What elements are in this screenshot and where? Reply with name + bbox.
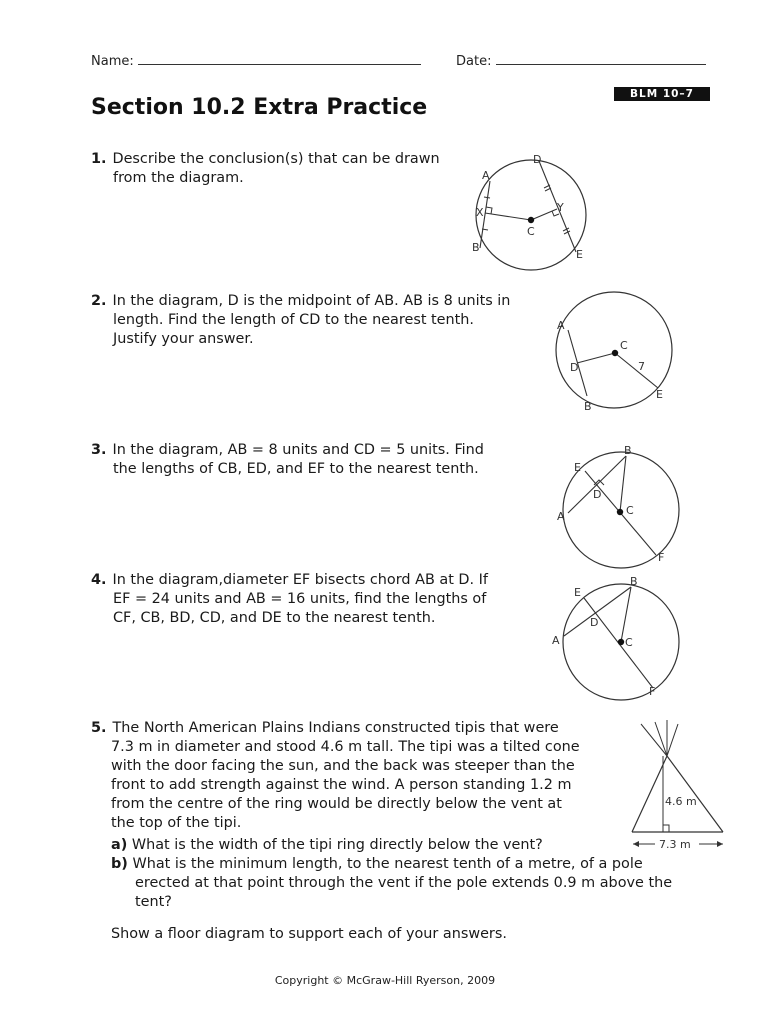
label-height: 4.6 m <box>665 795 697 808</box>
question-text: EF = 24 units and AB = 16 units, find the lengths of <box>113 591 487 607</box>
label-a: A <box>557 319 565 332</box>
label-d: D <box>590 616 599 629</box>
part-text: erected at that point through the vent if the pole extends 0.9 m above the <box>135 875 673 891</box>
question-2 <box>91 292 510 349</box>
question-3 <box>91 441 484 479</box>
question-text: In the diagram, D is the midpoint of AB. AB is 8 units in <box>112 293 511 309</box>
label-c: C <box>620 339 628 352</box>
tick-mark <box>484 197 490 198</box>
part-b <box>111 855 643 874</box>
center-point <box>617 509 623 515</box>
pole <box>641 724 667 756</box>
question-text: with the door facing the sun, and the back was steeper than the <box>111 758 575 774</box>
arrowhead <box>633 841 639 847</box>
label-d: D <box>533 153 542 166</box>
blm-badge: BLM 10–7 <box>614 87 710 101</box>
question-number: 2. <box>91 293 107 309</box>
label-e: E <box>574 586 581 599</box>
copyright-footer: Copyright © McGraw-Hill Ryerson, 2009 <box>274 974 496 987</box>
part-text: What is the minimum length, to the nearest tenth of a metre, of a pole <box>132 856 643 872</box>
date-label: Date: <box>456 54 492 69</box>
center-point <box>612 350 618 356</box>
question-number: 5. <box>91 720 107 736</box>
label-d: D <box>593 488 602 501</box>
label-c: C <box>527 225 535 238</box>
question-number: 1. <box>91 151 107 167</box>
diagram-q1 <box>455 145 605 290</box>
part-label: b) <box>111 856 128 872</box>
label-a: A <box>482 169 490 182</box>
right-angle <box>663 825 669 832</box>
question-text: length. Find the length of CD to the nearest tenth. <box>113 312 474 328</box>
label-a: A <box>552 634 560 647</box>
question-text: 7.3 m in diameter and stood 4.6 m tall. The tipi was a tilted cone <box>111 739 580 755</box>
part-label: a) <box>111 837 128 853</box>
label-a: A <box>557 510 565 523</box>
arrowhead <box>717 841 723 847</box>
question-text: CF, CB, BD, CD, and DE to the nearest tenth. <box>113 610 436 626</box>
question-5 <box>91 719 580 833</box>
pole <box>667 724 678 756</box>
label-y: Y <box>557 201 564 214</box>
radius-cb <box>621 587 631 642</box>
question-text: the lengths of CB, ED, and EF to the nearest tenth. <box>113 461 479 477</box>
segment-dc <box>577 353 615 363</box>
question-text: In the diagram, AB = 8 units and CD = 5 units. Find <box>112 442 484 458</box>
label-b: B <box>630 575 638 588</box>
label-f: F <box>658 551 665 564</box>
label-e: E <box>656 388 663 401</box>
date-field <box>456 51 706 69</box>
diagram-q4 <box>545 572 680 702</box>
label-f: F <box>649 685 656 698</box>
question-number: 4. <box>91 572 107 588</box>
diagram-tipi <box>625 720 735 852</box>
label-width: 7.3 m <box>659 838 691 851</box>
label-e: E <box>576 248 583 261</box>
circle <box>476 160 586 270</box>
tipi-side <box>632 756 667 832</box>
part-text: What is the width of the tipi ring directly below the vent? <box>131 837 543 853</box>
tick-mark <box>564 231 570 234</box>
label-d: D <box>570 361 579 374</box>
center-point <box>528 217 534 223</box>
part-text: tent? <box>135 894 172 910</box>
label-e: E <box>574 461 581 474</box>
label-b: B <box>584 400 592 413</box>
name-blank <box>138 51 421 65</box>
center-point <box>618 639 624 645</box>
question-number: 3. <box>91 442 107 458</box>
question-text: the top of the tipi. <box>111 815 242 831</box>
page-title: Section 10.2 Extra Practice <box>91 95 428 120</box>
label-b: B <box>624 444 632 457</box>
pole <box>655 722 667 756</box>
closing-instruction: Show a floor diagram to support each of your answers. <box>111 926 507 942</box>
question-text: Justify your answer. <box>113 331 254 347</box>
question-text: Describe the conclusion(s) that can be drawn <box>112 151 440 167</box>
radius-ce <box>615 353 658 388</box>
date-blank <box>496 51 706 65</box>
question-text: from the diagram. <box>113 170 244 186</box>
question-text: The North American Plains Indians constructed tipis that were <box>112 720 559 736</box>
question-text: front to add strength against the wind. A person standing 1.2 m <box>111 777 572 793</box>
label-x: X <box>476 206 484 219</box>
name-label: Name: <box>91 54 134 69</box>
question-text: from the centre of the ring would be directly below the vent at <box>111 796 562 812</box>
label-c: C <box>626 504 634 517</box>
part-a <box>111 836 543 855</box>
label-b: B <box>472 241 480 254</box>
question-4 <box>91 571 488 628</box>
question-1 <box>91 150 440 188</box>
diagram-q2 <box>550 290 680 415</box>
label-seven: 7 <box>638 360 645 373</box>
diagram-q3 <box>550 440 680 570</box>
question-text: In the diagram,diameter EF bisects chord AB at D. If <box>112 572 488 588</box>
name-field <box>91 51 421 69</box>
label-c: C <box>625 636 633 649</box>
tipi-side <box>667 756 723 832</box>
segment-xc <box>485 213 531 220</box>
